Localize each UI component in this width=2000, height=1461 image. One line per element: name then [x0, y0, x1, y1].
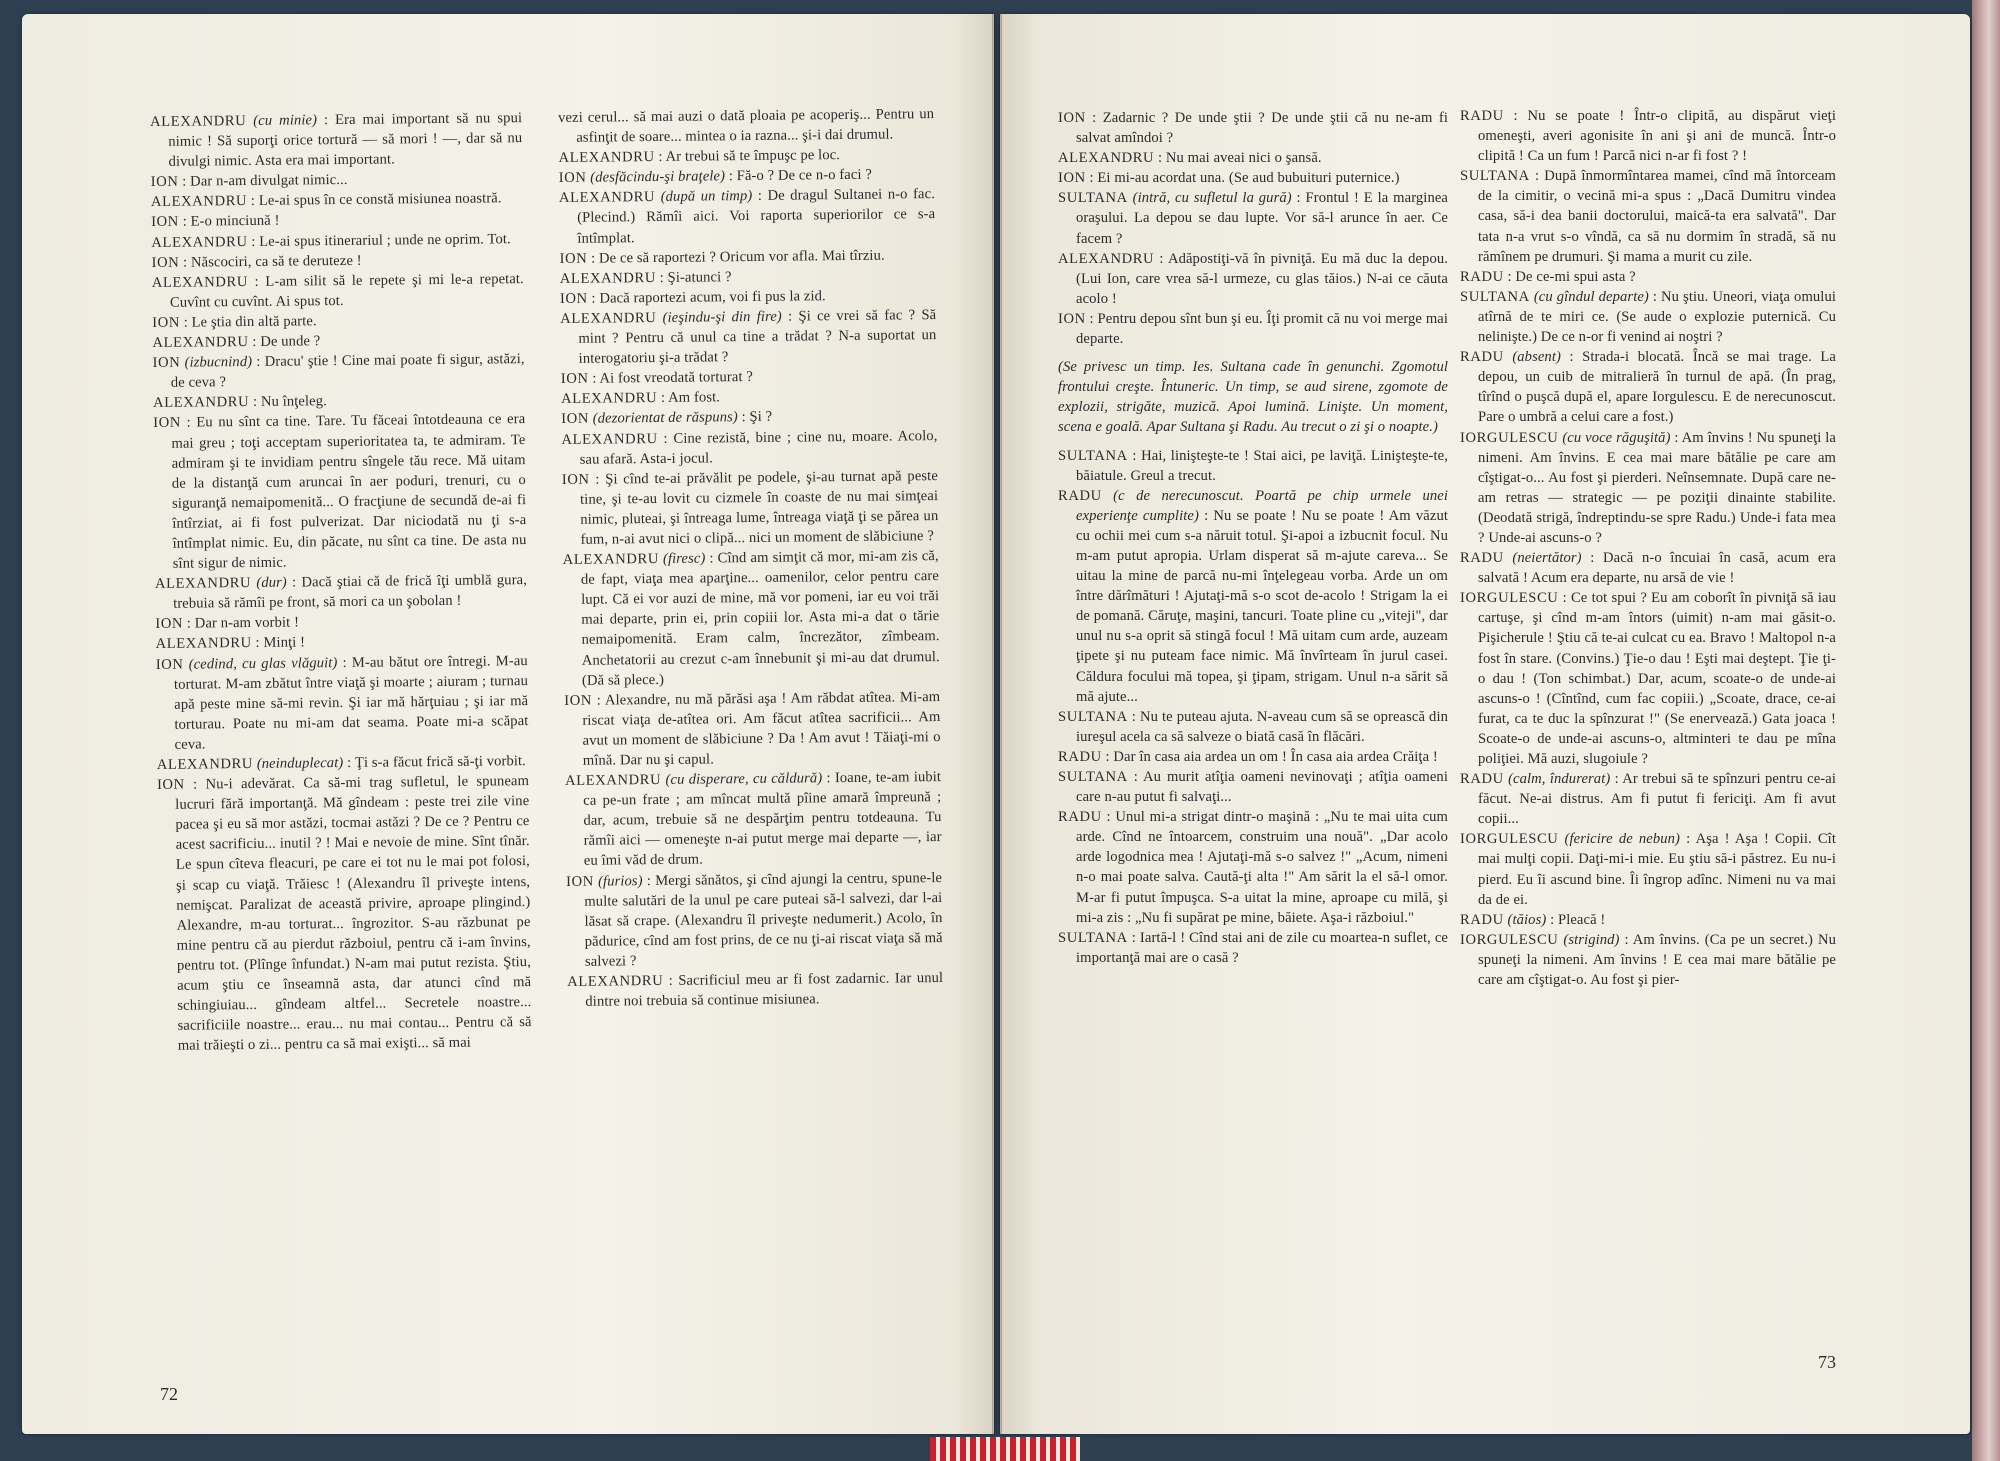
dialogue-line: ALEXANDRU : De unde ? — [152, 333, 321, 352]
speech-text: Strada-i blocată. Încă se mai trage. La depou, un cuib de mitralieră în turnul de apă. (În prag, tîrînd o puşcă după el, apare Iorgulescu. E de nerecunoscut. Pare o umbră a celui care a fost.) — [1478, 349, 1837, 426]
speaker-name: ALEXANDRU — [154, 575, 252, 593]
speaker-name: ION — [155, 616, 184, 633]
stage-note: (cu voce răguşită) — [1562, 429, 1671, 446]
speaker-name: ALEXANDRU — [1058, 250, 1155, 267]
dialogue-line: RADU (c de nerecunoscut. Poartă pe chip urmele unei experienţe cumplite) : Nu se poate ! Nu se poate ! Am văzut cu ochii mei cum s-a năruit totul. Şi-apoi a izbucnit focul. Nu m-am putut apropia. Urlam disperat să m-ajute careva... Se uitau la mine de parcă nu-mi înţelegeau vorba. Arde un om între dărîmături ! Ajutaţi-mă s-o scot de-acolo ! Strigam la ei de pomană. Căruţe, maşini, tancuri. Toate pline cu „viteji", dar unul nu s-a oprit să stingă focul ! Mă uitam cum arde, auzeam ţipete şi nu puteam face nimic. Mă învîrteam în jurul casei. Căldura focului mă topea, şi ţipam, strigam. Unul n-a sărit să mă ajute... — [1058, 487, 1449, 705]
stage-note: (strigind) — [1563, 931, 1620, 948]
dialogue-line: SULTANA (intră, cu sufletul la gură) : Frontul ! E la marginea oraşului. La depou se dau lupte. Vor să-l arunce în aer. Ce facem ? — [1058, 190, 1448, 247]
speech-text: Şi ce vrei să fac ? Să mint ? Pentru că unul ca tine a trădat ? N-a suportat un interogatoriu şi-a trădat ? — [578, 306, 937, 367]
speaker-name: ION — [1058, 170, 1086, 187]
speaker-name: ION — [561, 411, 590, 428]
dialogue-line: ALEXANDRU (cu disperare, cu căldură) : Ioane, te-am iubit ca pe-un frate ; am mîncat multă pîine amară împreună ; dar, acum, trebuie să ne despărţim pentru totdeauna. Tu rămîi aici — omeneşte n-ai putut merge mai departe —, iar eu îmi văd de drum. — [564, 769, 942, 870]
speech-text: Era mai important să nu spui nimic ! Să suporţi orice tortură — să mori ! —, dar să nu divulgi nimic. Asta era mai important. — [168, 110, 523, 170]
speech-text: Aşa ! Aşa ! Copii. Cît mai mulţi copii. Daţi-mi-i mie. Eu ştiu să-i păstrez. Eu nu-i pierd. Eu îi ascund bine. Îi îngrop adînc. Nimeni nu va mai da de ei. — [1478, 831, 1836, 908]
speech-text: Mergi sănătos, şi cînd ajungi la centru, spune-le multe salutări de la unul pe care puteai să-l salvezi, dar l-ai lăsat să crape. (Alexandru îl priveşte nedumerit.) Acolo, în pădurice, cînd am fost prins, de ce nu ţi-ai riscat viaţa să mă salvezi ? — [584, 869, 943, 970]
speech-text: Frontul ! E la marginea oraşului. La depou se dau lupte. Vor să-l arunce în aer. Ce facem ? — [1076, 190, 1448, 247]
dialogue-line: SULTANA : Nu te puteau ajuta. N-aveau cum să se oprească din iureşul acela ca să salveze o biată casă în flăcări. — [1058, 708, 1449, 745]
speech-text: De unde ? — [260, 333, 321, 350]
dialogue-line: ION : Născociri, ca să te deruteze ! — [151, 252, 362, 271]
speech-text: Ar trebui să te spînzuri pentru ce-ai făcut. Ne-ai distrus. Am fi putut fi fericiţi. Am fi avut copii... — [1478, 771, 1836, 828]
speaker-name: ALEXANDRU — [155, 635, 252, 653]
speaker-name: ALEXANDRU — [1058, 150, 1155, 167]
dialogue-line: ALEXANDRU (firesc) : Cînd am simţit că mor, mi-am zis că, de fapt, viaţa mea aparţine... oamenilor, celor pentru care lupt. Că ei vor auzi de mine, mă vor pomeni, iar eu voi trăi mai departe, prin ei, prin copiii lor. Asta mi-a dat o tărie nemaipomenită. Eram calm, încrezător, zîmbeam. Anchetatorii au crezut c-am înnebunit şi mi-au dat drumul. (Dă să plece.) — [562, 548, 940, 689]
speaker-name: RADU — [1460, 771, 1504, 788]
speech-text: E-o minciună ! — [190, 213, 280, 231]
speech-text: Nu mai aveai nici o şansă. — [1165, 150, 1322, 167]
speech-text: Cînd am simţit că mor, mi-am zis că, de fapt, viaţa mea aparţine... oamenilor, celor pentru care lupt. Că ei vor auzi de mine, mă vor pomeni, iar eu voi trăi mai departe, prin ei, prin copiii lor. Asta mi-a dat o tărie nemaipomenită. Eram calm, încrezător, zîmbeam. Anchetatorii au crezut c-am înnebunit şi mi-au dat drumul. (Dă să plece.) — [580, 548, 940, 689]
dialogue-line: IORGULESCU (fericire de nebun) : Aşa ! Aşa ! Copii. Cît mai mulţi copii. Daţi-mi-i mie. Eu ştiu să-i păstrez. Eu nu-i pierd. Eu îi ascund bine. Îi îngrop adînc. Nimeni nu va mai da de ei. — [1460, 831, 1836, 908]
speaker-name: ALEXANDRU — [150, 193, 248, 211]
dialogue-line: ALEXANDRU (dur) : Dacă ştiai că de frică îţi umblă gura, trebuia să rămîi pe front, să mori ca un şobolan ! — [154, 572, 528, 613]
dialogue-line: ALEXANDRU : Minţi ! — [155, 634, 306, 653]
speaker-name: ION — [564, 692, 593, 709]
speaker-name: ALEXANDRU — [151, 273, 249, 291]
dialogue-line: ION : Nu-i adevărat. Ca să-mi trag sufletul, le spuneam lucruri fără importanţă. Mă gîndeam : peste trei zile vine pacea şi eu să mor astăzi, tocmai astăzi ? De ce ? Pentru ce acest sacrificiu... inutil ? ! Mai e nevoie de mine. Sînt tînăr. Le spun cîteva fleacuri, pe care ei tot nu le mai pot folosi, şi scap cu viaţă. Trăiesc ! (Alexandru îl priveşte intens, nemişcat. Paralizat de această privire, aproape plingind.) Alexandre, m-au torturat... îngrozitor. S-au răzbunat pe mine pentru că au pierdut războiul, pentru că i-am învins, pentru tot. (Plînge înfundat.) N-am mai putut rezista. Ştiu, acum ştiu ce înseamnă asta, dar atunci cînd mă schingiuiau... gîndeam altfel... Secretele noastre... sacrificiile noastre... erau... nu mai contau... Pentru că să mai trăieşti o zi... pentru ca să mai exişti... să mai — [156, 773, 532, 1055]
speaker-name: ION — [1058, 110, 1086, 126]
speech-text: Şi ? — [749, 409, 773, 426]
speaker-name: ION — [566, 873, 594, 890]
speech-text: Dar în casa aia ardea un om ! În casa aia ardea Crăiţa ! — [1113, 748, 1438, 765]
speaker-name: ION — [559, 250, 588, 267]
stage-note: (tăios) — [1507, 911, 1547, 928]
dialogue-line: SULTANA : Hai, linişteşte-te ! Stai aici, pe laviţă. Linişteşte-te, băiatule. Greul a trecut. — [1058, 447, 1449, 484]
speech-text: Le-ai spus în ce constă misiunea noastră. — [258, 190, 502, 210]
speech-text: Ţi s-a făcut frică să-ţi vorbit. — [354, 753, 526, 771]
stage-note: (intră, cu sufletul la gură) — [1132, 190, 1292, 207]
stage-note: (cu gîndul departe) — [1533, 288, 1649, 305]
speech-text: Alexandre, nu mă părăsi aşa ! Am răbdat atîtea. Mi-am riscat viaţa de-atîtea ori. Am făcut atîtea sacrificii... Am avut un moment de slăbiciune ? Da ! Am avut ! Tăiaţi-mi o mînă. Dar nu şi capul. — [582, 688, 941, 769]
stage-note: (după un timp) — [660, 188, 753, 206]
speech-text: De ce să raportezi ? Oricum vor afla. Mai tîrziu. — [598, 247, 885, 267]
dialogue-line: SULTANA : Iartă-l ! Cînd stai ani de zile cu moartea-n suflet, ce importanţă mai are o casă ? — [1058, 929, 1448, 966]
dialogue-line: ION : Le ştia din altă parte. — [152, 313, 317, 331]
speaker-name: ALEXANDRU — [151, 233, 248, 251]
speaker-name: SULTANA — [1058, 929, 1128, 946]
speaker-name: ALEXANDRU — [152, 394, 250, 412]
dialogue-line: RADU (absent) : Strada-i blocată. Încă se mai trage. La depou, un cuib de mitralieră în turnul de apă. (În prag, tîrînd o puşcă după el, apare Iorgulescu. E de nerecunoscut. Pare o umbră a celui care a fost.) — [1460, 349, 1837, 426]
dialogue-line: RADU (tăios) : Pleacă ! — [1460, 911, 1606, 928]
speaker-name: IORGULESCU — [1460, 831, 1559, 848]
speech-text: Şi-atunci ? — [667, 268, 732, 286]
speech-text: Unul mi-a strigat dintr-o maşină : „Nu te mai uita cum arde. Cînd ne întoarcem, construim una nouă". „Dar acolo arde logodnica mea ! Ajutaţi-mă s-o salvez !" „Acum, nimeni n-o mai poate salva. Caută-ţi alta !" Am sărit la el să-l omor. M-ar fi putut împuşca. S-a uitat la mine, aproape cu milă, şi mi-a zis : „Nu fi supărat pe mine, băiete. Aşa-i războiul." — [1076, 809, 1448, 926]
speech-text: Ai fost vreodată torturat ? — [599, 369, 753, 387]
speech-text: Dar n-am divulgat nimic... — [190, 172, 348, 190]
book-gutter — [992, 14, 1002, 1434]
dialogue-line: ALEXANDRU (după un timp) : De dragul Sultanei n-o fac. (Plecind.) Rămîi aici. Voi raporta superiorilor ce s-a întîmplat. — [558, 186, 936, 247]
speaker-name: ION — [156, 776, 185, 794]
stage-note: (firesc) — [662, 550, 706, 567]
speech-text: Le ştia din altă parte. — [191, 313, 317, 331]
stage-note: (cu disperare, cu căldură) — [665, 770, 823, 789]
page-number-left: 72 — [160, 1384, 178, 1404]
speech-text: Nu se poate ! Nu se poate ! Am văzut cu ochii mei cum s-a năruit totul. Şi-apoi a izbucnit focul. Nu m-am putut apropia. Urlam disperat să m-ajute careva... Se uitau la mine de parcă nu-mi înţelegeau vorba. Arde un om între dărîmături ! Ajutaţi-mă s-o scot de-acolo ! Strigam la ei de pomană. Căruţe, maşini, tancuri. Toate pline cu „viteji", dar unul nu s-a oprit să stingă focul ! Mă uitam cum arde, auzeam ţipete şi nu puteam face nimic. Mă învîrteam în jurul casei. Căldura focului mă topea, şi ţipam, strigam. Unul n-a sărit să mă ajute... — [1076, 507, 1449, 705]
stage-note: (ieşindu-şi din fire) — [662, 308, 782, 326]
speaker-name: SULTANA — [1058, 447, 1128, 464]
dialogue-line: ION : Dar n-am divulgat nimic... — [150, 172, 348, 191]
speech-text: Adăpostiţi-vă în pivniţă. Eu mă duc la depou. (Lui Ion, care vrea să-l urmeze, cu glas tăios.) N-ai ce căuta acolo ! — [1076, 250, 1448, 307]
speech-text: Fă-o ? De ce n-o faci ? — [736, 166, 872, 185]
dialogue-line: ION : Pentru depou sînt bun şi eu. Îţi promit că nu voi merge mai departe. — [1058, 310, 1448, 348]
dialogue-line: ALEXANDRU : Şi-atunci ? — [559, 268, 732, 287]
dialogue-line: ALEXANDRU : Adăpostiţi-vă în pivniţă. Eu mă duc la depou. (Lui Ion, care vrea să-l urmeze, cu glas tăios.) N-ai ce căuta acolo ! — [1058, 250, 1448, 307]
speaker-name: ALEXANDRU — [156, 755, 254, 773]
stage-note: (cu minie) — [253, 112, 318, 129]
dialogue-line: ION : Ei mi-au acordat una. (Se aud bubuituri puternice.) — [1058, 170, 1400, 187]
dialogue-line: ION : Dar n-am vorbit ! — [155, 614, 300, 633]
speech-text: Am fost. — [668, 389, 721, 407]
speech-text: Dracu' ştie ! Cine mai poate fi sigur, astăzi, de ceva ? — [170, 351, 525, 392]
dialogue-line: ION : Eu nu sînt ca tine. Tare. Tu făceai întotdeauna ce era mai greu ; toţi acceptam superioritatea ta, te admiram. Te admiram şi te invidiam pentru sîngele tău rece. Mă uitam de la distanţă cum aruncai în aer poduri, trenuri, cu o siguranţă nemaipomenită... O fracţiune de secundă de-ai fi întîrziat, ai fi fost pulverizat. Dar niciodată nu ţi s-a întîmplat nimic. Eu, din păcate, nu sînt ca tine. De asta nu sînt sigur de nimic. — [153, 411, 527, 572]
dialogue-line: ALEXANDRU : Am fost. — [560, 389, 721, 408]
left-page-column-1 — [150, 108, 532, 1056]
dialogue-line: ION : E-o minciună ! — [151, 213, 280, 231]
speech-text: Ce tot spui ? Eu am coborît în pivniţă să iau cartuşe, şi cînd m-am întors (uimit) n-am mai găsit-o. Pişicherule ! Ştiu că te-ai culcat cu ea. Bravo ! Maltopol n-a fost în stare. (Convins.) Ţie-o dau ! Eşti mai deştept. Ţie ţi-o dau ! (Ton schimbat.) Dar, acum, scoate-o de unde-ai ascuns-o ! (Cîntînd, cum fac copiii.) „Scoate, drace, ce-ai furat, ca te duc la spînzurat !" (Se enervează.) Gata joaca ! Scoate-o de unde-ai ascuns-o, altminteri te dau pe mîna poliţiei. Mă auzi, slugoiule ? — [1478, 590, 1836, 767]
speaker-name: ALEXANDRU — [561, 430, 658, 448]
dialogue-line: ALEXANDRU : Nu înţeleg. — [152, 393, 327, 412]
speaker-name: ALEXANDRU — [560, 390, 658, 408]
dialogue-line: ALEXANDRU : Le-ai spus itinerariul ; unde ne oprim. Tot. — [151, 230, 511, 251]
stage-direction: (Se privesc un timp. Ies. Sultana cade în genunchi. Zgomotul frontului creşte. Întuneric. Un timp, se aud sirene, zgomote de explozii, strigăte, muzică. Apoi lumină. Linişte. Un moment, scena e goală. Apar Sultana şi Radu. Au trecut o zi şi o noapte.) — [1058, 359, 1448, 436]
stage-note: (fericire de nebun) — [1564, 831, 1681, 848]
speech-text: De ce-mi spui asta ? — [1515, 268, 1636, 285]
stage-note: (desfăcindu-şi braţele) — [590, 168, 726, 186]
speaker-name: IORGULESCU — [1460, 429, 1559, 446]
speaker-name: ALEXANDRU — [560, 309, 657, 327]
speaker-name: ION — [559, 290, 588, 307]
dialogue-line: RADU (calm, îndurerat) : Ar trebui să te spînzuri pentru ce-ai făcut. Ne-ai distrus. Am fi putut fi fericiţi. Am fi avut copii... — [1460, 771, 1836, 828]
page-number-right: 73 — [1818, 1352, 1836, 1372]
dialogue-line: ALEXANDRU : Sacrificiul meu ar fi fost zadarnic. Iar unul dintre noi trebuia să continue misiunea. — [567, 970, 944, 1010]
speech-text: Ar trebui să te împuşc pe loc. — [665, 147, 841, 166]
stage-note: (c de nerecunoscut. Poartă pe chip urmele unei experienţe cumplite) — [1076, 487, 1448, 524]
speaker-name: ALEXANDRU — [564, 772, 662, 790]
stage-note: (absent) — [1512, 349, 1561, 366]
dialogue-line: ION (cedind, cu glas vlăguit) : M-au bătut ore întregi. M-au torturat. M-am zbătut între viaţă şi moarte ; aiuram ; turnau apă peste mine să-mi revin. Şi iar mă hărţuiau ; şi iar mă torturau. Poate nu mi-am dat seama. Poate mi-a scăpat ceva. — [155, 652, 529, 753]
dialogue-line: RADU : Nu se poate ! Într-o clipită, au dispărut vieţi omeneşti, averi agonisite în ani şi ani de muncă. Într-o clipită ! Ca un fum ! Parcă nici n-ar fi fost ? ! — [1460, 108, 1836, 165]
speaker-name: ALEXANDRU — [150, 112, 247, 130]
speaker-name: SULTANA — [1460, 168, 1530, 185]
dialogue-line: SULTANA (cu gîndul departe) : Nu ştiu. Uneori, viaţa omului atîrnă de te miri ce. (Se aude o explozie puternică. Cu nelinişte.) De ce n-or fi venind ai noştri ? — [1460, 288, 1837, 346]
speaker-name: SULTANA — [1058, 190, 1128, 207]
speech-text: Nu se poate ! Într-o clipită, au dispărut vieţi omeneşti, averi agonisite în ani şi ani de muncă. Într-o clipită ! Ca un fum ! Parcă nici n-ar fi fost ? ! — [1478, 108, 1836, 165]
speaker-name: ALEXANDRU — [559, 269, 657, 287]
speech-text: Dacă n-o încuiai în casă, acum era salvată ! Acum era departe, nu arsă de vie ! — [1478, 550, 1836, 587]
speech-text: Minţi ! — [263, 634, 306, 652]
speech-text: Sacrificiul meu ar fi fost zadarnic. Iar unul dintre noi trebuia să continue misiunea. — [585, 970, 944, 1010]
speech-text: Le-ai spus itinerariul ; unde ne oprim. Tot. — [259, 230, 511, 250]
speaker-name: RADU — [1058, 748, 1102, 765]
stage-note: (neiertător) — [1512, 550, 1582, 567]
speaker-name: ION — [560, 370, 589, 388]
dialogue-line: ION : Alexandre, nu mă părăsi aşa ! Am răbdat atîtea. Mi-am riscat viaţa de-atîtea ori. Am făcut atîtea sacrificii... Am avut un moment de slăbiciune ? Da ! Am avut ! Tăiaţi-mi o mînă. Dar nu şi capul. — [564, 688, 941, 769]
speaker-name: IORGULESCU — [1460, 590, 1559, 607]
speech-text: Şi cînd te-ai prăvălit pe podele, şi-au turnat apă peste tine, şi te-au lovit cu cizmele în coaste de nu mai simţeai nimic, pluteai, şi întreaga lume, întreaga viaţă ţi se părea un fum, n-ai avut nici o clipă... nici un moment de slăbiciune ? — [580, 467, 939, 548]
dialogue-line: RADU : Dar în casa aia ardea un om ! În casa aia ardea Crăiţa ! — [1058, 748, 1438, 765]
speaker-name: ION — [558, 169, 587, 187]
right-page-column-1 — [1058, 108, 1448, 968]
speech-text: Pleacă ! — [1557, 911, 1606, 928]
speaker-name: ION — [150, 173, 179, 191]
speech-text: vezi cerul... să mai auzi o dată ploaia pe acoperiş... Pentru un asfinţit de soare... mintea o ia razna... şi-i dai drumul. — [558, 106, 935, 146]
dialogue-line: ALEXANDRU : Le-ai spus în ce constă misiunea noastră. — [150, 190, 502, 211]
dialogue-line: ALEXANDRU : L-am silit să le repete şi mi le-a repetat. Cuvînt cu cuvînt. Ai spus tot. — [151, 270, 524, 311]
speaker-name: ALEXANDRU — [152, 334, 249, 352]
speaker-name: ION — [151, 254, 180, 271]
dialogue-line: ALEXANDRU (neinduplecat) : Ţi s-a făcut frică să-ţi vorbit. — [156, 753, 526, 773]
speaker-name: ION — [155, 656, 184, 673]
speaker-name: RADU — [1460, 550, 1504, 567]
speaker-name: ION — [153, 415, 182, 432]
speech-text: Ioane, te-am iubit ca pe-un frate ; am mîncat multă pîine amară împreună ; dar, acum, trebuie să ne despărţim pentru totdeauna. Tu rămîi aici — omeneşte n-ai putut merge mai departe —, iar eu îmi văd de drum. — [583, 769, 942, 870]
speaker-name: ION — [1058, 310, 1086, 327]
dialogue-line: IORGULESCU (cu voce răguşită) : Am învins ! Nu spuneţi la nimeni. Am învins. E cea mai mare bătălie pe care am cîştigat-o... Au fost şi pierderi. Neînsemnate. După care ne-am retras — strategic — pe poziţii dinainte stabilite. (Deodată strigă, îndreptindu-se spre Radu.) Unde-i fata mea ? Unde-ai ascuns-o ? — [1460, 429, 1836, 546]
stage-note: (neinduplecat) — [256, 755, 344, 772]
speech-text: Născociri, ca să te deruteze ! — [190, 252, 362, 271]
speech-text: Hai, linişteşte-te ! Stai aici, pe laviţă. Linişteşte-te, băiatule. Greul a trecut. — [1076, 447, 1449, 484]
speaker-name: SULTANA — [1460, 288, 1530, 305]
stage-note: (dur) — [256, 574, 287, 592]
speaker-name: RADU — [1058, 487, 1102, 504]
stage-note: (izbucnind) — [184, 354, 253, 371]
left-page-column-2 — [558, 104, 943, 1012]
dialogue-line: ION : Zadarnic ? De unde ştii ? De unde ştii că nu ne-am fi salvat amîndoi ? — [1058, 110, 1448, 147]
stage-note: (calm, îndurerat) — [1508, 771, 1611, 788]
speaker-name: ION — [152, 314, 181, 331]
speech-text: Iartă-l ! Cînd stai ani de zile cu moartea-n suflet, ce importanţă mai are o casă ? — [1076, 929, 1448, 966]
speaker-name: ION — [151, 214, 179, 231]
stage-note: (dezorientat de răspuns) — [592, 409, 738, 428]
dialogue-line: ION : Ai fost vreodată torturat ? — [560, 369, 753, 388]
speaker-name: RADU — [1460, 911, 1504, 928]
speech-text: Nu te puteau ajuta. N-aveau cum să se oprească din iureşul acela ca să salveze o biată casă în flăcări. — [1076, 708, 1449, 745]
speech-text: Nu-i adevărat. Ca să-mi trag sufletul, le spuneam lucruri fără importanţă. Mă gîndeam : peste trei zile vine pacea şi eu să mor astăzi, tocmai astăzi ? De ce ? Pentru ce acest sacrificiu... inutil ? ! Mai e nevoie de mine. Sînt tînăr. Le spun cîteva fleacuri, pe care ei tot nu le mai pot folosi, şi scap cu viaţă. Trăiesc ! (Alexandru îl priveşte intens, nemişcat. Paralizat de această privire, aproape plingind.) Alexandre, m-au torturat... îngrozitor. S-au răzbunat pe mine pentru că au pierdut războiul, pentru că i-am învins, pentru tot. (Plînge înfundat.) N-am mai putut rezista. Ştiu, acum ştiu ce înseamnă asta, dar atunci cînd mă schingiuiau... gîndeam altfel... Secretele noastre... sacrificiile noastre... erau... nu mai contau... Pentru că să mai trăieşti o zi... pentru ca să mai exişti... să mai — [175, 773, 532, 1055]
bookmark-ribbon — [930, 1437, 1080, 1461]
dialogue-line: ION : Şi cînd te-ai prăvălit pe podele, şi-au turnat apă peste tine, şi te-au lovit cu cizmele în coaste de nu mai simţeai nimic, pluteai, şi întreaga lume, întreaga viaţă ţi se părea un fum, n-ai avut nici o clipă... nici un moment de slăbiciune ? — [561, 467, 939, 548]
dialogue-line: ALEXANDRU : Cine rezistă, bine ; cine nu, moare. Acolo, sau afară. Asta-i jocul. — [561, 427, 938, 468]
speaker-name: ION — [152, 354, 181, 372]
speech-text: După înmormîntarea mamei, cînd mă întorceam de la cimitir, o vecină mi-a spus : „Dacă Dumitru vindea casa, să-i dea banii doctorului, maică-ta era salvată". Dar tata n-a vrut s-o vîndă, ca să nu dormim în stradă, să nu rămînem pe drumuri. Şi mama a murit cu zile. — [1478, 168, 1836, 265]
dialogue-line: ION : De ce să raportezi ? Oricum vor afla. Mai tîrziu. — [559, 247, 885, 267]
speech-text: Au murit atîţia oameni nevinovaţi ; atîţia oameni care n-au putut fi salvaţi... — [1076, 769, 1448, 806]
speech-text: Am învins ! Nu spuneţi la nimeni. Am învins. E cea mai mare bătălie pe care am cîştigat-o... Au fost şi pierderi. Neînsemnate. După care ne-am retras — strategic — pe poziţii dinainte stabilite. (Deodată strigă, îndreptindu-se spre Radu.) Unde-i fata mea ? Unde-ai ascuns-o ? — [1478, 429, 1836, 546]
dialogue-line — [558, 104, 934, 148]
speaker-name: RADU — [1058, 809, 1102, 826]
stage-note: (furios) — [597, 872, 643, 890]
speech-text: Nu înţeleg. — [260, 393, 327, 411]
speech-text: Dacă raportezi acum, voi fi pus la zid. — [599, 288, 826, 307]
speech-text: M-au bătut ore întregi. M-au torturat. M-am zbătut între viaţă şi moarte ; aiuram ; turnau apă peste mine să-mi revin. Şi iar mă hărţuiau ; şi iar mă torturau. Poate nu mi-am dat seama. Poate mi-a scăpat ceva. — [173, 652, 529, 753]
speaker-name: SULTANA — [1058, 769, 1128, 785]
dialogue-line: ALEXANDRU (ieşindu-şi din fire) : Şi ce vrei să fac ? Să mint ? Pentru că unul ca tine a trădat ? N-a suportat un interogatoriu şi-a trădat ? — [560, 306, 937, 367]
dialogue-line: RADU (neiertător) : Dacă n-o încuiai în casă, acum era salvată ! Acum era departe, nu arsă de vie ! — [1460, 550, 1836, 587]
speech-text: Ei mi-au acordat una. (Se aud bubuituri puternice.) — [1097, 170, 1400, 187]
speech-text: Zadarnic ? De unde ştii ? De unde ştii că nu ne-am fi salvat amîndoi ? — [1076, 110, 1448, 147]
dialogue-line: IORGULESCU (strigind) : Am învins. (Ca pe un secret.) Nu spuneţi la nimeni. Am învins ! E cea mai mare bătălie pe care am cîştigat-o. Au fost şi pier- — [1460, 931, 1836, 989]
speech-text: Dacă ştiai că de frică îţi umblă gura, trebuia să rămîi pe front, să mori ca un şobolan ! — [173, 572, 528, 613]
speaker-name: SULTANA — [1058, 708, 1128, 725]
speaker-name: ALEXANDRU — [558, 149, 655, 167]
speech-text: De dragul Sultanei n-o fac. (Plecind.) Rămîi aici. Voi raporta superiorilor ce s-a întîmplat. — [577, 186, 936, 247]
dialogue-line: RADU : Unul mi-a strigat dintr-o maşină : „Nu te mai uita cum arde. Cînd ne întoarcem, construim una nouă". „Dar acolo arde logodnica mea ! Ajutaţi-mă s-o salvez !" „Acum, nimeni n-o mai poate salva. Caută-ţi alta !" Am sărit la el să-l omor. M-ar fi putut împuşca. S-a uitat la mine, aproape cu milă, şi mi-a zis : „Nu fi supărat pe mine, băiete. Aşa-i războiul." — [1058, 809, 1448, 926]
speech-text: Dar n-am vorbit ! — [194, 614, 300, 632]
speech-text: Eu nu sînt ca tine. Tare. Tu făceai întotdeauna ce era mai greu ; toţi acceptam superioritatea ta, te admiram. Te admiram şi te invidiam pentru sîngele tău rece. Mă uitam de la distanţă cum aruncai în aer poduri, trenuri, cu o siguranţă nemaipomenită... O fracţiune de secundă de-ai fi întîrziat, ai fi fost pulverizat. Dar niciodată nu ţi s-a întîmplat nimic. Eu, din păcate, nu sînt ca tine. De asta nu sînt sigur de nimic. — [171, 411, 527, 572]
stage-note: (cedind, cu glas vlăguit) — [188, 654, 338, 673]
dialogue-line: SULTANA : După înmormîntarea mamei, cînd mă întorceam de la cimitir, o vecină mi-a spus : „Dacă Dumitru vindea casa, să-i dea banii doctorului, maică-ta era salvată". Dar tata n-a vrut s-o vîndă, ca să nu dormim în stradă, să nu rămînem pe drumuri. Şi mama a murit cu zile. — [1460, 168, 1836, 265]
speaker-name: ALEXANDRU — [562, 551, 660, 569]
dialogue-line: ALEXANDRU : Nu mai aveai nici o şansă. — [1058, 150, 1322, 167]
dialogue-line: ALEXANDRU : Ar trebui să te împuşc pe loc. — [558, 147, 841, 167]
dialogue-line: ION (dezorientat de răspuns) : Şi ? — [561, 409, 773, 428]
right-page-column-2 — [1460, 106, 1836, 990]
speaker-name: RADU — [1460, 349, 1504, 366]
speaker-name: ION — [561, 471, 590, 488]
dialogue-line: ALEXANDRU (cu minie) : Era mai important să nu spui nimic ! Să suporţi orice tortură — să mori ! —, dar să nu divulgi nimic. Asta era mai important. — [150, 110, 523, 170]
dialogue-line: ION (desfăcindu-şi braţele) : Fă-o ? De ce n-o faci ? — [558, 166, 872, 187]
speaker-name: ALEXANDRU — [558, 189, 656, 207]
speaker-name: IORGULESCU — [1460, 931, 1559, 948]
dialogue-line: IORGULESCU : Ce tot spui ? Eu am coborît în pivniţă să iau cartuşe, şi cînd m-am întors (uimit) n-am mai găsit-o. Pişicherule ! Ştiu că te-ai culcat cu ea. Bravo ! Maltopol n-a fost în stare. (Convins.) Ţie-o dau ! Eşti mai deştept. Ţie ţi-o dau ! (Ton schimbat.) Dar, acum, scoate-o de unde-ai ascuns-o ! (Cîntînd, cum fac copiii.) „Scoate, drace, ce-ai furat, ca te duc la spînzurat !" (Se enervează.) Gata joaca ! Scoate-o de unde-ai ascuns-o, altminteri te dau pe mîna poliţiei. Mă auzi, slugoiule ? — [1460, 590, 1836, 767]
speaker-name: ALEXANDRU — [567, 972, 664, 990]
speech-text: Pentru depou sînt bun şi eu. Îţi promit că nu voi merge mai departe. — [1076, 310, 1448, 348]
speaker-name: RADU — [1460, 108, 1504, 124]
speech-text: Cine rezistă, bine ; cine nu, moare. Acolo, sau afară. Asta-i jocul. — [579, 427, 938, 468]
dialogue-line: SULTANA : Au murit atîţia oameni nevinovaţi ; atîţia oameni care n-au putut fi salvaţi... — [1058, 769, 1448, 806]
speech-text: Nu ştiu. Uneori, viaţa omului atîrnă de te miri ce. (Se aude o explozie puternică. Cu nelinişte.) De ce n-or fi venind ai noştri ? — [1478, 288, 1837, 346]
dialogue-line: ION (izbucnind) : Dracu' ştie ! Cine mai poate fi sigur, astăzi, de ceva ? — [152, 351, 525, 392]
speaker-name: RADU — [1460, 268, 1504, 285]
dialogue-line: ION (furios) : Mergi sănătos, şi cînd ajungi la centru, spune-le multe salutări de la unul pe care puteai să-l salvezi, dar l-ai lăsat să crape. (Alexandru îl priveşte nedumerit.) Acolo, în pădurice, cînd am fost prins, de ce nu ţi-ai riscat viaţa să mă salvezi ? — [566, 869, 943, 970]
book-cover-edge — [1972, 0, 2000, 1461]
dialogue-line: RADU : De ce-mi spui asta ? — [1460, 268, 1636, 285]
dialogue-line: ION : Dacă raportezi acum, voi fi pus la zid. — [559, 288, 826, 307]
speech-text: Am învins. (Ca pe un secret.) Nu spuneţi la nimeni. Am învins ! E cea mai mare bătălie pe care am cîştigat-o. Au fost şi pier- — [1478, 931, 1836, 989]
speech-text: L-am silit să le repete şi mi le-a repetat. Cuvînt cu cuvînt. Ai spus tot. — [169, 270, 524, 311]
